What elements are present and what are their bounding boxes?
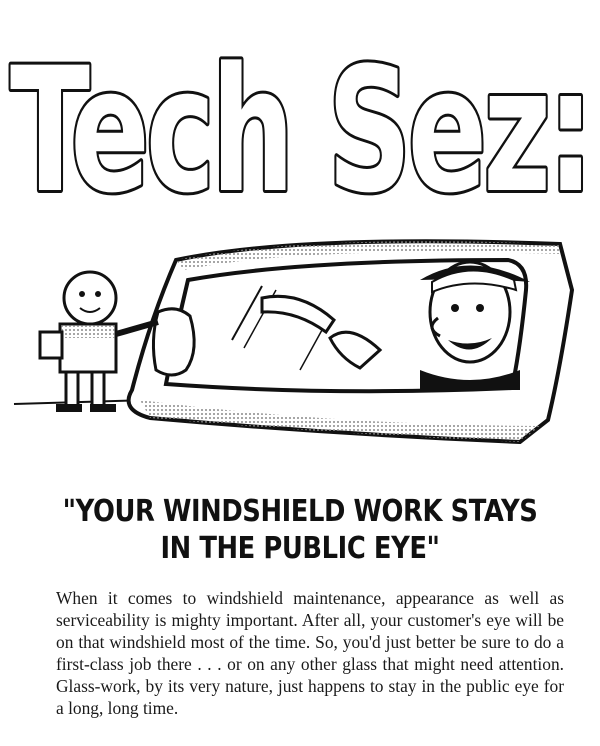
- body-paragraph: When it comes to windshield maintenance, appearance as well as serviceability is mighty important. After all, your customer's eye will be on that windshield most of the time. So, you'd just better be sure to do a first-class job there . . . or on any other glass that might need attention. Glass-work, by its very nature, just happens to stay in the public eye for a long, long time.: [56, 588, 564, 718]
- headline: [42, 493, 558, 567]
- car-windshield-cartoon: [0, 220, 600, 480]
- headline-line-2: IN THE PUBLIC EYE": [160, 531, 440, 566]
- title-logo: [0, 0, 600, 215]
- headline-line-1: "YOUR WINDSHIELD WORK STAYS: [62, 494, 538, 529]
- cartoon-illustration: [0, 220, 600, 480]
- cleaning-rag: [153, 309, 194, 375]
- title-text: Tech Sez:: [10, 30, 590, 215]
- tech-sez-title-art: [0, 0, 600, 215]
